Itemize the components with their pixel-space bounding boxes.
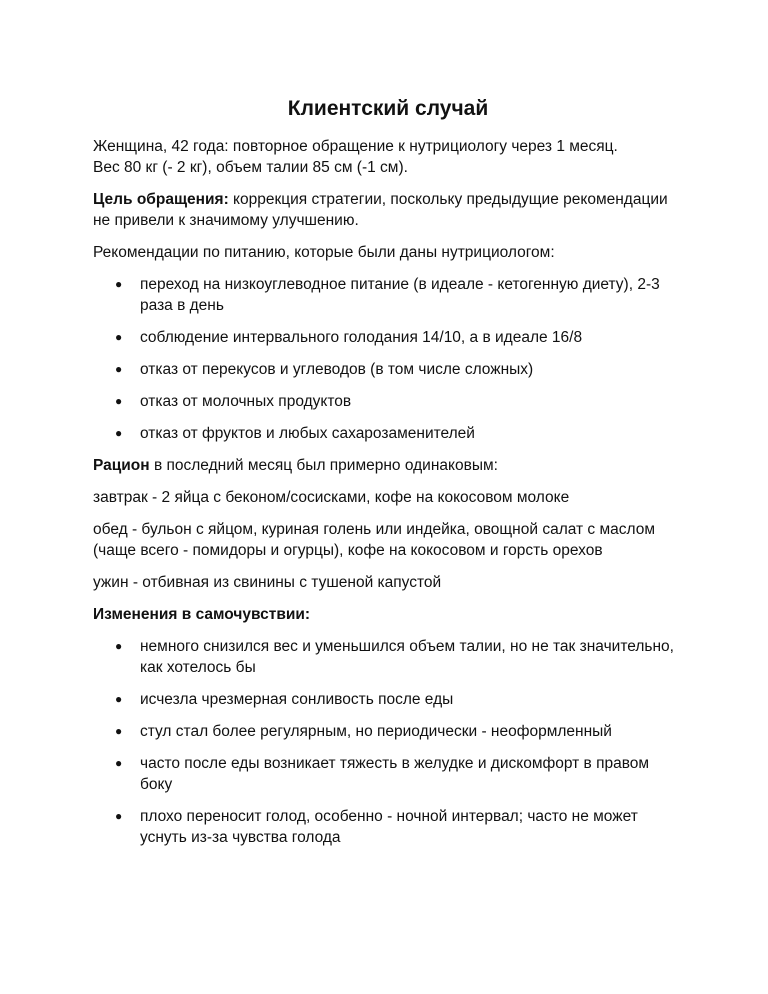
intro-line-1: Женщина, 42 года: повторное обращение к нутрициологу через 1 месяц. [93, 138, 618, 155]
ration-label: Рацион [93, 457, 150, 474]
list-item-text: стул стал более регулярным, но периодически - неоформленный [140, 723, 612, 740]
dinner-paragraph: ужин - отбивная из свинины с тушеной капустой [93, 574, 442, 591]
document-page [93, 96, 683, 859]
list-item [93, 753, 683, 795]
list-item [93, 423, 683, 444]
bullet-icon: ● [115, 362, 123, 376]
bullet-icon: ● [115, 756, 123, 770]
intro-line-2: Вес 80 кг (- 2 кг), объем талии 85 см (-1 см). [93, 159, 408, 176]
bullet-icon: ● [115, 809, 123, 823]
bullet-icon: ● [115, 724, 123, 738]
ration-paragraph [93, 455, 683, 476]
list-item-text: переход на низкоуглеводное питание (в идеале - кетогенную диету), 2-3 раза в день [140, 276, 660, 314]
changes-label: Изменения в самочувствии: [93, 606, 311, 623]
lunch-paragraph: обед - бульон с яйцом, куриная голень или индейка, овощной салат с маслом (чаще всего - помидоры и огурцы), кофе на кокосовом и горсть орехов [93, 521, 656, 559]
goal-text: коррекция стратегии, поскольку предыдущие рекомендации не привели к значимому улучшению. [93, 191, 668, 229]
ration-text: в последний месяц был примерно одинаковым: [149, 457, 498, 474]
goal-label: Цель обращения: [93, 191, 229, 208]
list-item [93, 721, 683, 742]
list-item-text: отказ от фруктов и любых сахарозаменителей [140, 425, 475, 442]
recommendations-heading: Рекомендации по питанию, которые были даны нутрициологом: [93, 244, 555, 261]
list-item [93, 636, 683, 678]
list-item [93, 327, 683, 348]
list-item-text: плохо переносит голод, особенно - ночной интервал; часто не может уснуть из-за чувства голода [140, 808, 638, 846]
list-item-text: соблюдение интервального голодания 14/10, а в идеале 16/8 [140, 329, 583, 346]
list-item [93, 391, 683, 412]
list-item [93, 274, 683, 316]
list-item-text: немного снизился вес и уменьшился объем талии, но не так значительно, как хотелось бы [140, 638, 674, 676]
bullet-icon: ● [115, 692, 123, 706]
list-item-text: отказ от перекусов и углеводов (в том числе сложных) [140, 361, 534, 378]
bullet-icon: ● [115, 426, 123, 440]
goal-paragraph [93, 189, 683, 231]
bullet-icon: ● [115, 394, 123, 408]
breakfast-paragraph: завтрак - 2 яйца с беконом/сосисками, кофе на кокосовом молоке [93, 489, 570, 506]
list-item-text: отказ от молочных продуктов [140, 393, 352, 410]
bullet-icon: ● [115, 277, 123, 291]
intro-paragraph [93, 136, 683, 178]
changes-heading [93, 604, 683, 625]
changes-list [93, 636, 683, 848]
list-item [93, 689, 683, 710]
list-item [93, 359, 683, 380]
recommendations-list [93, 274, 683, 444]
list-item-text: часто после еды возникает тяжесть в желудке и дискомфорт в правом боку [140, 755, 650, 793]
list-item-text: исчезла чрезмерная сонливость после еды [140, 691, 454, 708]
list-item [93, 806, 683, 848]
page-title: Клиентский случай [287, 97, 489, 120]
bullet-icon: ● [115, 330, 123, 344]
bullet-icon: ● [115, 639, 123, 653]
